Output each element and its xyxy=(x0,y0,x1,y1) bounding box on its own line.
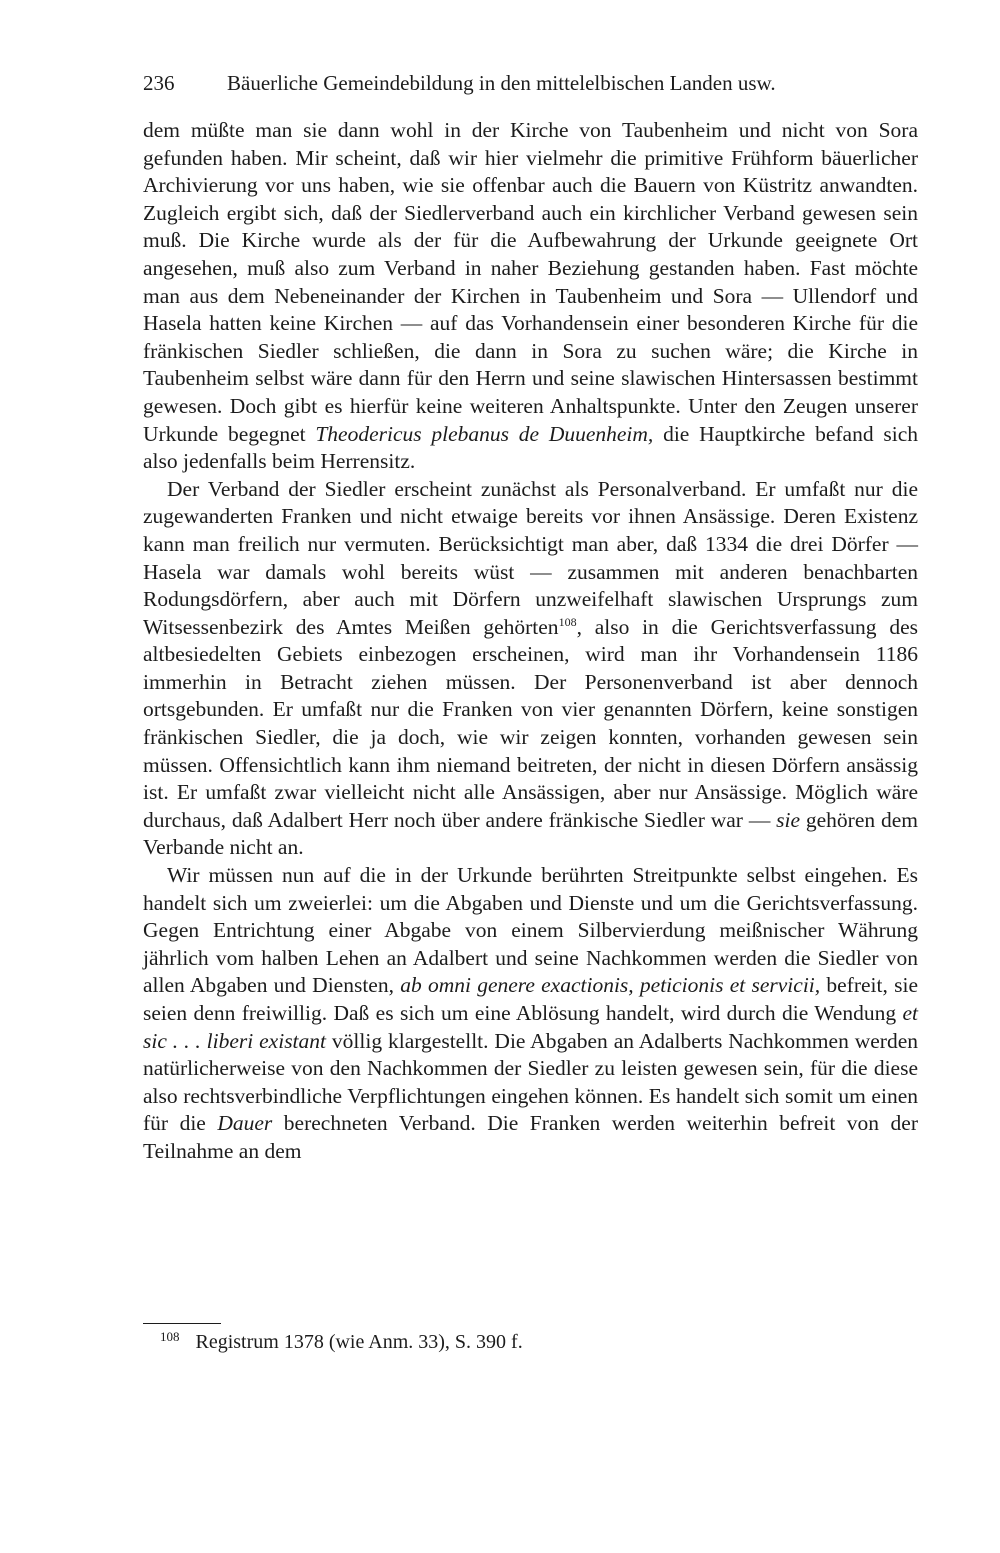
text-segment: Wir müssen nun auf die in der Urkunde berührten Streitpunkte selbst eingehen. Es handelt sich um zweierlei: um die Abgaben und Dienste und um die Gerichtsverfassung. Gegen Entrichtung einer Abgabe von einem Silbervierdung meißnischer Währung jährlich vom halben Lehen an Adalbert und seine Nachkommen werden die Siedler von allen Abgaben und Diensten, xyxy=(143,863,918,998)
footnote xyxy=(160,1328,860,1356)
text-segment: berechneten Verband. Die Franken werden weiterhin befreit von der Teilnahme an dem xyxy=(143,1111,918,1163)
paragraph xyxy=(143,476,918,862)
text-segment: befreit, sie seien denn freiwillig. Daß es sich um eine Ablösung handelt, wird durch die Wendung xyxy=(143,973,918,1025)
footnote-text: Registrum 1378 (wie Anm. 33), S. 390 f. xyxy=(195,1331,523,1353)
text-segment: , also in die Gerichtsverfassung des altbesiedelten Gebiets einbezogen erscheinen, wird man ihr Vorhandensein 1186 immerhin in Betracht ziehen müssen. Der Personenverband ist aber dennoch ortsgebunden. Er umfaßt nur die Franken von vier genannten Dörfern, keine sonstigen fränkischen Siedler, die ja doch, wie wir zeigen konnten, vorhanden gewesen sein müssen. Offensichtlich kann ihm niemand beitreten, der nicht in diesen Dörfern ansässig ist. Er umfaßt zwar vielleicht nicht alle Ansässigen, aber nur Ansässige. Möglich wäre durchaus, daß Adalbert Herr noch über andere fränkische Siedler war — xyxy=(143,614,918,832)
text-segment: Der Verband der Siedler erscheint zunächst als Personalverband. Er umfaßt nur die zugewanderten Franken und nicht etwaige bereits vor ihnen Ansässige. Deren Existenz kann man freilich nur vermuten. Berücksichtigt man aber, daß 1334 die drei Dörfer — Hasela war damals wohl bereits wüst — zusammen mit anderen benachbarten Rodungsdörfern, aber auch mit Dörfern unzweifelhaft slawischen Ursprungs zum Witsessenbezirk des Amtes Meißen gehörten xyxy=(143,476,918,639)
paragraph xyxy=(143,862,918,1166)
footnote-number: 108 xyxy=(160,1329,180,1344)
running-title: Bäuerliche Gemeindebildung in den mittelelbischen Landen usw. xyxy=(227,71,776,95)
page-number: 236 xyxy=(143,71,175,95)
running-head xyxy=(143,68,923,98)
text-segment: gehören dem Verbande nicht an. xyxy=(143,807,918,860)
text-segment: die Hauptkirche befand sich also jedenfalls beim Herrensitz. xyxy=(143,421,918,474)
body-text xyxy=(143,117,918,1166)
text-segment: völlig klargestellt. Die Abgaben an Adalberts Nachkommen werden natürlicherweise von den Nachkommen der Siedler zu leisten gewesen sein, für die diese also rechtsverbindliche Verpflichtungen eingehen können. Es handelt sich somit um einen für die xyxy=(143,1028,918,1136)
footnote-reference: 108 xyxy=(558,614,577,629)
text-segment: dem müßte man sie dann wohl in der Kirche von Taubenheim und nicht von Sora gefunden haben. Mir scheint, daß wir hier vielmehr die primitive Frühform bäuerlicher Archivierung vor uns haben, wie sie offenbar auch die Bauern von Küstritz anwandten. Zugleich ergibt sich, daß der Siedlerverband auch ein kirchlicher Verband gewesen sein muß. Die Kirche wurde als der für die Aufbewahrung der Urkunde geeignete Ort angesehen, muß also zum Verband in naher Beziehung gestanden haben. Fast möchte man aus dem Nebeneinander der Kirchen in Taubenheim und Sora — Ullendorf und Hasela hatten keine Kirchen — auf das Vorhandensein einer besonderen Kirche für die fränkischen Siedler schließen, die dann in Sora zu suchen wäre; die Kirche in Taubenheim selbst wäre dann für den Herrn und seine slawischen Hintersassen bestimmt gewesen. Doch gibt es hierfür keine weiteren Anhaltspunkte. Unter den Zeugen unserer Urkunde begegnet xyxy=(143,118,918,446)
italic-text: et sic . . . liberi existant xyxy=(143,1001,918,1053)
italic-text: Theodericus plebanus de Duuenheim, xyxy=(315,421,654,446)
italic-text: sie xyxy=(776,807,801,832)
italic-text: Dauer xyxy=(217,1111,273,1136)
paragraph xyxy=(143,117,918,476)
italic-text: ab omni genere exactionis, peticionis et servicii, xyxy=(400,973,821,998)
footnote-divider xyxy=(143,1323,221,1324)
